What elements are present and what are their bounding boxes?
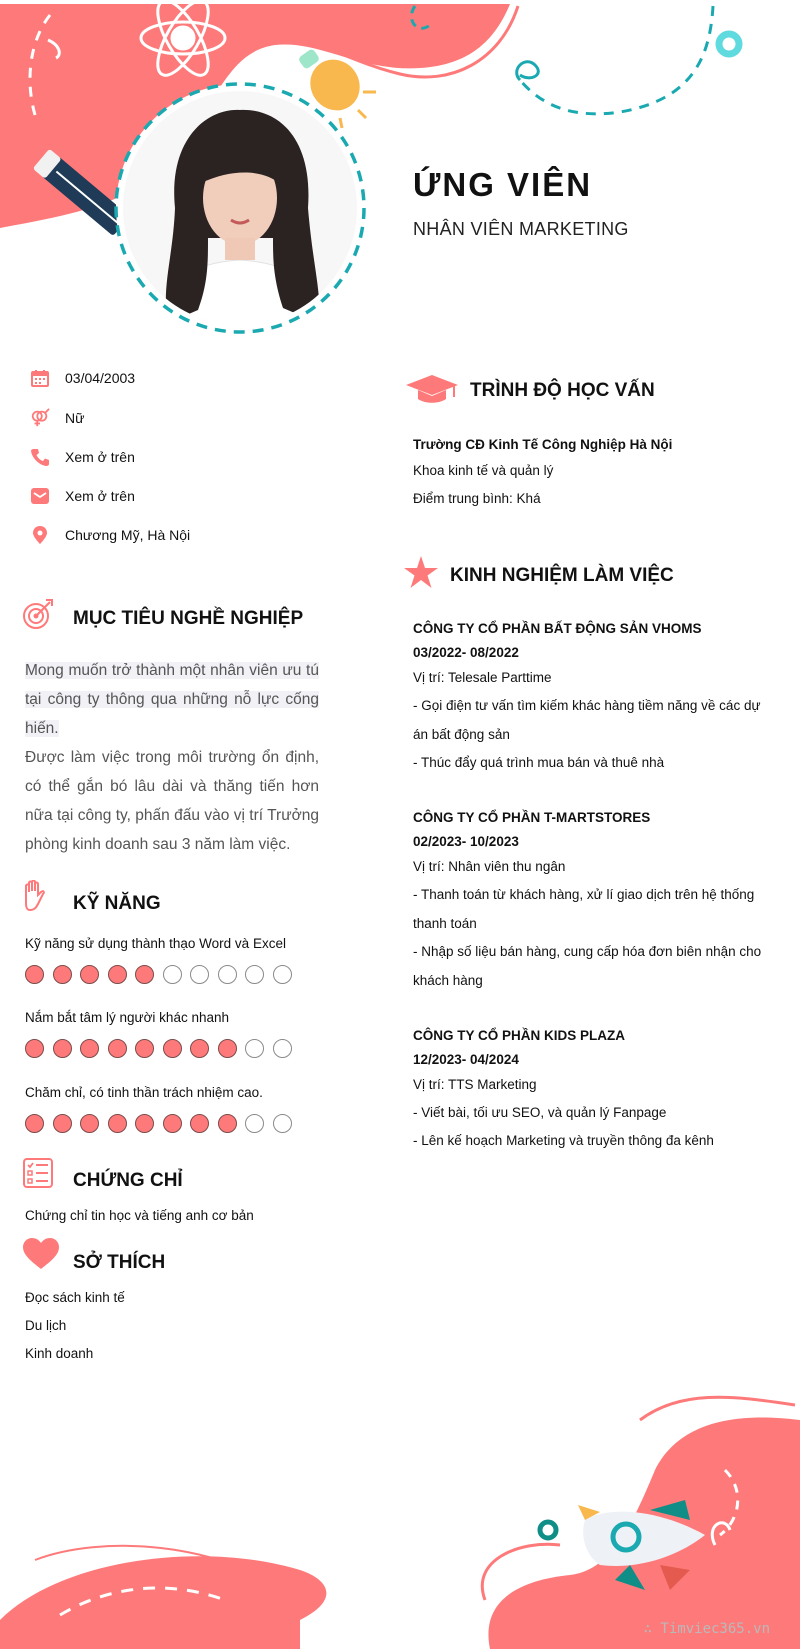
job-period: 12/2023- 04/2024 <box>413 1052 519 1067</box>
job-duty: - Gọi điện tư vấn tìm kiếm khác hàng tiềm năng về các dự án bất động sản <box>413 698 761 742</box>
rating-dot-filled <box>25 965 44 984</box>
rating-dot-filled <box>218 1039 237 1058</box>
mail-icon <box>30 486 50 506</box>
job-role: Vị trí: TTS Marketing <box>413 1077 537 1092</box>
rating-dot-empty <box>245 1039 264 1058</box>
contact-gender <box>30 407 84 429</box>
rating-dot-empty <box>245 1114 264 1133</box>
rating-dot-filled <box>135 965 154 984</box>
rating-dot-empty <box>163 965 182 984</box>
education-faculty: Khoa kinh tế và quản lý <box>413 463 554 478</box>
rating-dot-filled <box>108 1114 127 1133</box>
hobby-item: Kinh doanh <box>25 1346 94 1361</box>
rating-dot-filled <box>25 1114 44 1133</box>
rating-dot-filled <box>135 1114 154 1133</box>
rating-dot-filled <box>190 1039 209 1058</box>
contact-dob <box>30 367 135 389</box>
watermark: ∴ Timviec365.vn <box>643 1621 770 1637</box>
skill-label: Kỹ năng sử dụng thành thạo Word và Excel <box>25 936 286 951</box>
rating-dot-filled <box>53 1114 72 1133</box>
phone-icon <box>30 447 50 467</box>
graduation-cap-icon <box>405 373 459 410</box>
job-company: CÔNG TY CỔ PHẦN KIDS PLAZA <box>413 1028 626 1043</box>
job-company: CÔNG TY CỔ PHẦN BẤT ĐỘNG SẢN VHOMS <box>413 621 702 636</box>
job-duty: - Thúc đẩy quá trình mua bán và thuê nhà <box>413 755 665 770</box>
contact-phone <box>30 446 135 468</box>
skill-rating <box>25 965 292 984</box>
certificate-item: Chứng chỉ tin học và tiếng anh cơ bản <box>25 1208 254 1223</box>
rating-dot-filled <box>80 1039 99 1058</box>
certificates-title: CHỨNG CHỈ <box>73 1170 183 1191</box>
calendar-icon <box>30 368 50 388</box>
rating-dot-filled <box>218 1114 237 1133</box>
target-icon <box>22 598 54 635</box>
education-title: TRÌNH ĐỘ HỌC VẤN <box>470 380 655 401</box>
candidate-position: NHÂN VIÊN MARKETING <box>413 219 629 239</box>
job-period: 02/2023- 10/2023 <box>413 834 519 849</box>
objective-line-2: Được làm việc trong môi trường ổn định, có thể gắn bó lâu dài và thăng tiến hơn nữa tại công ty, phấn đấu vào vị trí Trưởng phòng kinh doanh sau 3 năm làm việc. <box>25 749 319 853</box>
rating-dot-empty <box>273 1114 292 1133</box>
job-company: CÔNG TY CỔ PHẦN T-MARTSTORES <box>413 810 651 825</box>
gender-icon <box>30 408 50 428</box>
contact-address <box>30 524 190 546</box>
job-period: 03/2022- 08/2022 <box>413 645 519 660</box>
rating-dot-filled <box>25 1039 44 1058</box>
skill-rating <box>25 1114 292 1133</box>
rating-dot-filled <box>135 1039 154 1058</box>
job-duty: - Nhập số liệu bán hàng, cung cấp hóa đơn biên nhận cho khách hàng <box>413 944 762 988</box>
hobbies-title: SỞ THÍCH <box>73 1252 166 1273</box>
hobby-item: Đọc sách kinh tế <box>25 1290 125 1305</box>
rating-dot-empty <box>273 1039 292 1058</box>
skill-label: Chăm chỉ, có tinh thần trách nhiệm cao. <box>25 1085 263 1100</box>
rating-dot-filled <box>53 1039 72 1058</box>
heart-icon <box>23 1238 59 1275</box>
rating-dot-filled <box>163 1114 182 1133</box>
rating-dot-filled <box>163 1039 182 1058</box>
job-duty: - Lên kế hoạch Marketing và truyền thông đa kênh <box>413 1133 714 1148</box>
skill-rating <box>25 1039 292 1058</box>
rating-dot-empty <box>190 965 209 984</box>
profile-photo <box>113 78 373 340</box>
rating-dot-filled <box>108 1039 127 1058</box>
rating-dot-empty <box>245 965 264 984</box>
dob-text: 03/04/2003 <box>65 370 136 386</box>
education-gpa: Điểm trung bình: Khá <box>413 491 541 506</box>
job-role: Vị trí: Telesale Parttime <box>413 670 552 685</box>
skill-label: Nắm bắt tâm lý người khác nhanh <box>25 1010 229 1025</box>
job-duty: - Thanh toán từ khách hàng, xử lí giao dịch trên hệ thống thanh toán <box>413 887 755 931</box>
address-text: Chương Mỹ, Hà Nội <box>65 527 191 543</box>
email-text: Xem ở trên <box>65 488 135 504</box>
job-duty: - Viết bài, tối ưu SEO, và quản lý Fanpage <box>413 1105 667 1120</box>
candidate-name: ỨNG VIÊN <box>413 166 593 203</box>
skills-title: KỸ NĂNG <box>73 893 161 914</box>
job-role: Vị trí: Nhân viên thu ngân <box>413 859 566 874</box>
objective-text <box>25 656 319 859</box>
star-icon <box>404 556 438 593</box>
objective-line-1: Mong muốn trở thành một nhân viên ưu tú tại công ty thông qua những nỗ lực cống hiến. <box>25 662 319 737</box>
hand-icon <box>22 880 48 917</box>
experience-title: KINH NGHIỆM LÀM VIỆC <box>450 565 674 586</box>
location-pin-icon <box>30 525 50 545</box>
contact-email <box>30 485 135 507</box>
rating-dot-empty <box>218 965 237 984</box>
checklist-icon <box>23 1158 53 1193</box>
rating-dot-filled <box>80 1114 99 1133</box>
rating-dot-empty <box>273 965 292 984</box>
rating-dot-filled <box>108 965 127 984</box>
objective-title: MỤC TIÊU NGHỀ NGHIỆP <box>73 608 304 629</box>
education-school: Trường CĐ Kinh Tế Công Nghiệp Hà Nội <box>413 437 673 452</box>
hobby-item: Du lịch <box>25 1318 67 1333</box>
rating-dot-filled <box>53 965 72 984</box>
gender-text: Nữ <box>65 410 85 426</box>
rating-dot-filled <box>80 965 99 984</box>
phone-text: Xem ở trên <box>65 449 135 465</box>
rating-dot-filled <box>190 1114 209 1133</box>
